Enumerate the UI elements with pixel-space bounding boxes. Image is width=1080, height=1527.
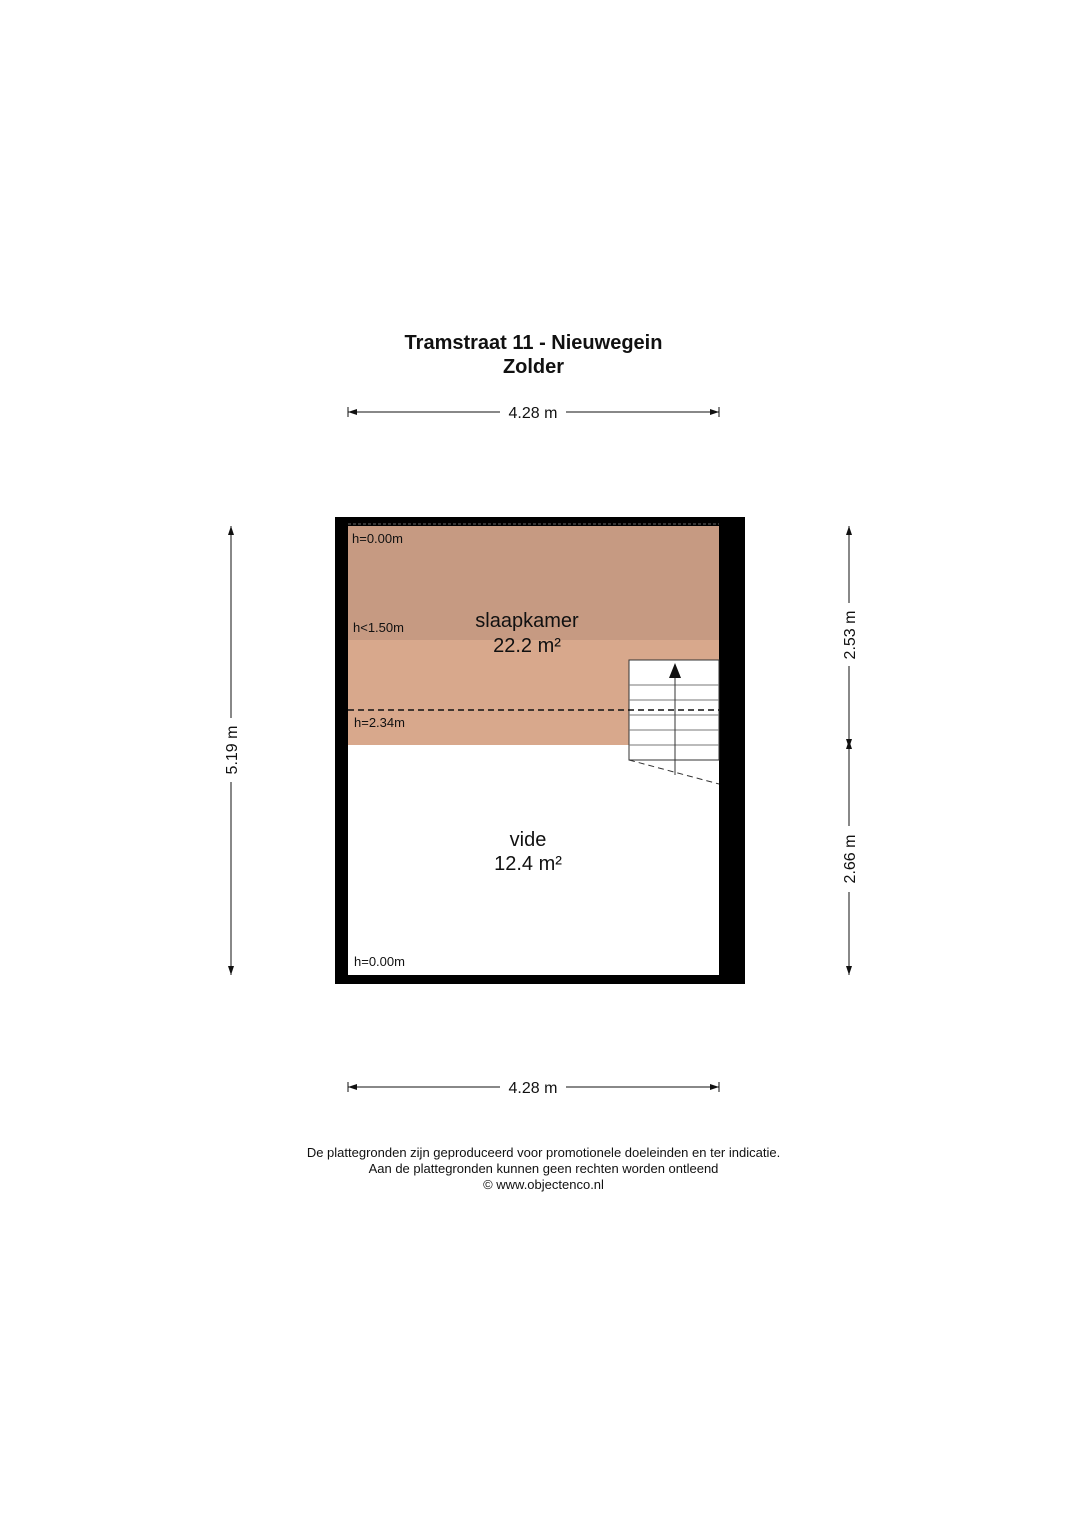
right-upper-label: 2.53 m <box>842 610 859 660</box>
room-name: slaapkamer <box>475 610 579 632</box>
top-width-label: 4.28 m <box>508 405 558 422</box>
height-label-top: h=0.00m <box>352 531 403 546</box>
bottom-width-label: 4.28 m <box>508 1080 558 1097</box>
room-area: 22.2 m² <box>493 635 561 657</box>
left-height-label: 5.19 m <box>224 725 241 775</box>
height-label-middle: h<1.50m <box>353 620 404 635</box>
height-label-dashed: h=2.34m <box>354 715 405 730</box>
bottom-dimension <box>348 1080 719 1097</box>
floor-name: Zolder <box>502 356 565 378</box>
disclaimer-line-1: De plattegronden zijn geproduceerd voor promotionele doeleinden en ter indicatie. <box>306 1145 781 1160</box>
plan-title: Tramstraat 11 - Nieuwegein <box>404 332 663 354</box>
room-area: 12.4 m² <box>494 853 562 875</box>
right-dimension <box>842 526 859 975</box>
top-dimension <box>348 405 719 422</box>
right-lower-label: 2.66 m <box>842 834 859 884</box>
copyright: © www.objectenco.nl <box>483 1177 604 1192</box>
left-dimension <box>224 526 241 975</box>
height-label-bottom: h=0.00m <box>354 954 405 969</box>
disclaimer-line-2: Aan de plattegronden kunnen geen rechten worden ontleend <box>368 1161 719 1176</box>
room-name: vide <box>509 829 547 851</box>
